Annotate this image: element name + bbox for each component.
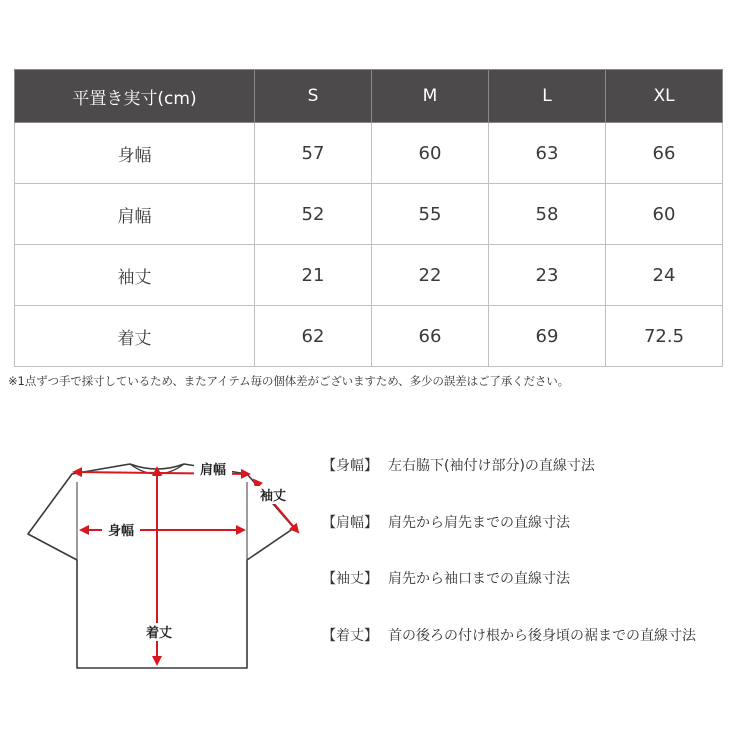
table-cell: 22 [372, 245, 489, 306]
table-row [15, 306, 723, 367]
table-cell: 66 [606, 123, 723, 184]
legend-description: 首の後ろの付け根から後身頃の裾までの直線寸法 [388, 628, 696, 644]
legend-item-shoulder [322, 512, 570, 532]
measurement-note: ※1点ずつ手で採寸しているため、またアイテム毎の個体差がございますため、多少の誤差はご了承ください。 [8, 374, 570, 388]
legend-description: 肩先から袖口までの直線寸法 [388, 571, 570, 587]
legend-term: 【身幅】 [322, 458, 378, 474]
table-cell: 24 [606, 245, 723, 306]
tshirt-measurement-diagram [22, 440, 312, 680]
sleeve-label: 袖丈 [259, 489, 287, 504]
table-cell: 63 [489, 123, 606, 184]
row-label: 肩幅 [15, 184, 255, 245]
legend-description: 肩先から肩先までの直線寸法 [388, 515, 570, 531]
shoulder-label: 肩幅 [199, 463, 227, 478]
header-size-xl: XL [606, 70, 723, 123]
length-label: 着丈 [145, 626, 173, 641]
table-cell: 62 [255, 306, 372, 367]
table-cell: 57 [255, 123, 372, 184]
table-row [15, 245, 723, 306]
table-cell: 60 [606, 184, 723, 245]
table-cell: 66 [372, 306, 489, 367]
legend-item-chest [322, 455, 595, 475]
table-cell: 21 [255, 245, 372, 306]
table-row [15, 184, 723, 245]
table-cell: 55 [372, 184, 489, 245]
table-row [15, 123, 723, 184]
header-measurement: 平置き実寸(cm) [15, 70, 255, 123]
table-cell: 60 [372, 123, 489, 184]
legend-term: 【着丈】 [322, 628, 378, 644]
table-cell: 72.5 [606, 306, 723, 367]
legend-item-sleeve [322, 568, 570, 588]
table-cell: 52 [255, 184, 372, 245]
legend-item-length [322, 625, 696, 645]
table-cell: 58 [489, 184, 606, 245]
table-header-row [15, 70, 723, 123]
legend-term: 【肩幅】 [322, 515, 378, 531]
chest-label: 身幅 [107, 524, 135, 539]
size-table [14, 69, 723, 367]
header-size-m: M [372, 70, 489, 123]
legend-description: 左右脇下(袖付け部分)の直線寸法 [388, 458, 595, 474]
row-label: 身幅 [15, 123, 255, 184]
table-cell: 69 [489, 306, 606, 367]
row-label: 着丈 [15, 306, 255, 367]
header-size-s: S [255, 70, 372, 123]
row-label: 袖丈 [15, 245, 255, 306]
header-size-l: L [489, 70, 606, 123]
table-cell: 23 [489, 245, 606, 306]
legend-term: 【袖丈】 [322, 571, 378, 587]
